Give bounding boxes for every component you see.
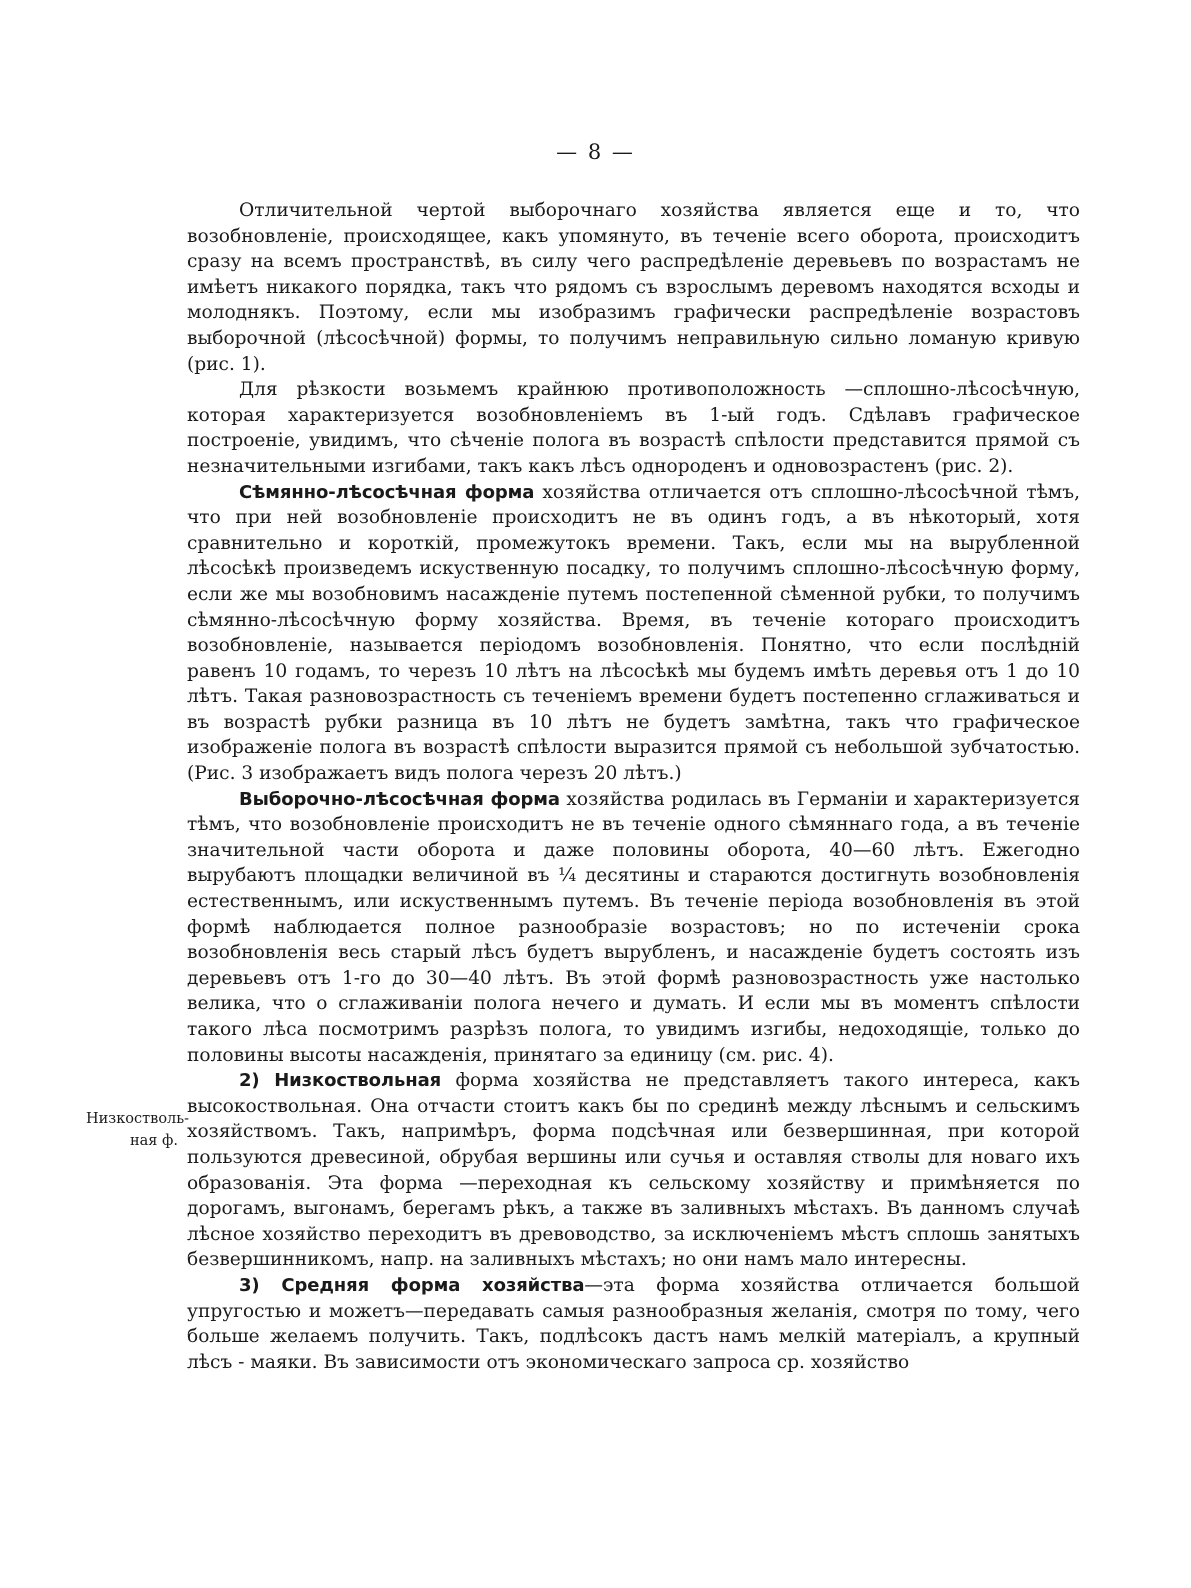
paragraph-lead: Сѣмянно-лѣсосѣчная форма <box>239 481 535 503</box>
margin-note-line: Низкостволь- <box>86 1111 190 1127</box>
paragraph-lead: 3) Средняя форма хозяйства <box>239 1274 585 1296</box>
paragraph-selective-economy <box>187 198 1080 377</box>
paragraph-text: хозяйства отличается отъ сплошно-лѣсосѣчной тѣмъ, что при ней возобновленіе происходитъ не въ одинъ годъ, а въ нѣкоторый, хотя сравнительно и короткій, промежутокъ времени. Такъ, если мы на вырубленной лѣсосѣкѣ произведемъ искуственную посадку, то получимъ сплошно-лѣсосѣчную форму, если же мы возобновимъ насажденіе путемъ постепенной сѣменной рубки, то получимъ сѣмянно-лѣсосѣчную форму хозяйства. Время, въ теченіе котораго происходитъ возобновленіе, называется періодомъ возобновленія. Понятно, что если послѣдній равенъ 10 годамъ, то черезъ 10 лѣтъ на лѣсосѣкѣ мы будемъ имѣть деревья отъ 1 до 10 лѣтъ. Такая разновозрастность съ теченіемъ времени будетъ постепенно сглаживаться и въ возрастѣ рубки разница въ 10 лѣтъ не будетъ замѣтна, такъ что графическое изображеніе полога въ возрастѣ спѣлости выразится прямой съ небольшой зубчатостью. (Рис. 3 изображаетъ видъ полога черезъ 20 лѣтъ.) <box>187 481 1081 785</box>
paragraph-clear-cut <box>187 377 1080 479</box>
paragraph-text: Отличительной чертой выборочнаго хозяйства является еще и то, что возобновленіе, происходящее, какъ упомянуто, въ теченіе всего оборота, происходитъ сразу на всемъ пространствѣ, въ силу чего распредѣленіе деревьевъ по возрастамъ не имѣетъ никакого порядка, такъ что рядомъ съ взрослымъ деревомъ находятся всходы и молоднякъ. Поэтому, если мы изобразимъ графически распредѣленіе возрастовъ выборочной (лѣсосѣчной) формы, то получимъ неправильную сильно ломаную кривую (рис. 1). <box>187 200 1080 375</box>
paragraph-lead: Выборочно-лѣсосѣчная форма <box>239 788 560 810</box>
page-number: — 8 — <box>556 140 635 164</box>
margin-note <box>86 1108 190 1152</box>
paragraph-text: хозяйства родилась въ Германіи и характеризуется тѣмъ, что возобновленіе происходитъ не въ теченіе одного сѣмяннаго года, а въ теченіе значительной части оборота и даже половины оборота, 40—60 лѣтъ. Ежегодно вырубаютъ площадки величиной въ ¼ десятины и стараются достигнуть возобновленія естественнымъ, или искуственнымъ путемъ. Въ теченіе періода возобновленія въ этой формѣ наблюдается полное разнообразіе возрастовъ; но по истеченіи срока возобновленія весь старый лѣсъ будетъ вырубленъ, и насажденіе будетъ состоять изъ деревьевъ отъ 1-го до 30—40 лѣтъ. Въ этой формѣ разновозрастность уже настолько велика, что о сглаживаніи полога нечего и думать. И если мы въ моментъ спѣлости такого лѣса посмотримъ разрѣзъ полога, то увидимъ изгибы, недоходящіе, только до половины высоты насажденія, принятаго за единицу (см. рис. 4). <box>187 788 1080 1066</box>
paragraph-middle-form <box>187 1273 1080 1375</box>
margin-note-line: ная ф. <box>129 1133 178 1149</box>
paragraph-text: Для рѣзкости возьмемъ крайнюю противоположность —сплошно-лѣсосѣчную, которая характеризуется возобновленіемъ въ 1-ый годъ. Сдѣлавъ графическое построеніе, увидимъ, что сѣченіе полога въ возрастѣ спѣлости представится прямой съ незначительными изгибами, такъ какъ лѣсъ однороденъ и одновозрастенъ (рис. 2). <box>187 379 1080 477</box>
paragraph-coppice-form <box>187 1068 1080 1273</box>
paragraph-selective-cut-form <box>187 787 1080 1069</box>
paragraph-text: форма хозяйства не представляетъ такого интереса, какъ высокоствольная. Она отчасти стоитъ какъ бы по срединѣ между лѣснымъ и сельскимъ хозяйствомъ. Такъ, напримѣръ, форма подсѣчная или безвершинная, при которой пользуются древесиной, обрубая вершины или сучья и оставляя стволы для новаго ихъ образованія. Эта форма —переходная къ сельскому хозяйству и примѣняется по дорогамъ, выгонамъ, берегамъ рѣкъ, а также въ заливныхъ мѣстахъ. Въ данномъ случаѣ лѣсное хозяйство переходитъ въ древоводство, за исключеніемъ мѣстъ сплошь занятыхъ безвершинникомъ, напр. на заливныхъ мѣстахъ; но они намъ мало интересны. <box>187 1070 1080 1271</box>
body-text <box>187 198 1080 1375</box>
paragraph-seed-cut-form <box>187 480 1080 787</box>
paragraph-lead: 2) Низкоствольная <box>239 1070 442 1092</box>
paragraph-text: —эта форма хозяйства отличается большой упругостью и можетъ—передавать самыя разнообразныя желанія, смотря по тому, чего больше желаемъ получить. Такъ, подлѣсокъ дастъ намъ мелкій матеріалъ, а крупный лѣсъ - маяки. Въ зависимости отъ экономическаго запроса ср. хозяйство <box>187 1274 1080 1373</box>
